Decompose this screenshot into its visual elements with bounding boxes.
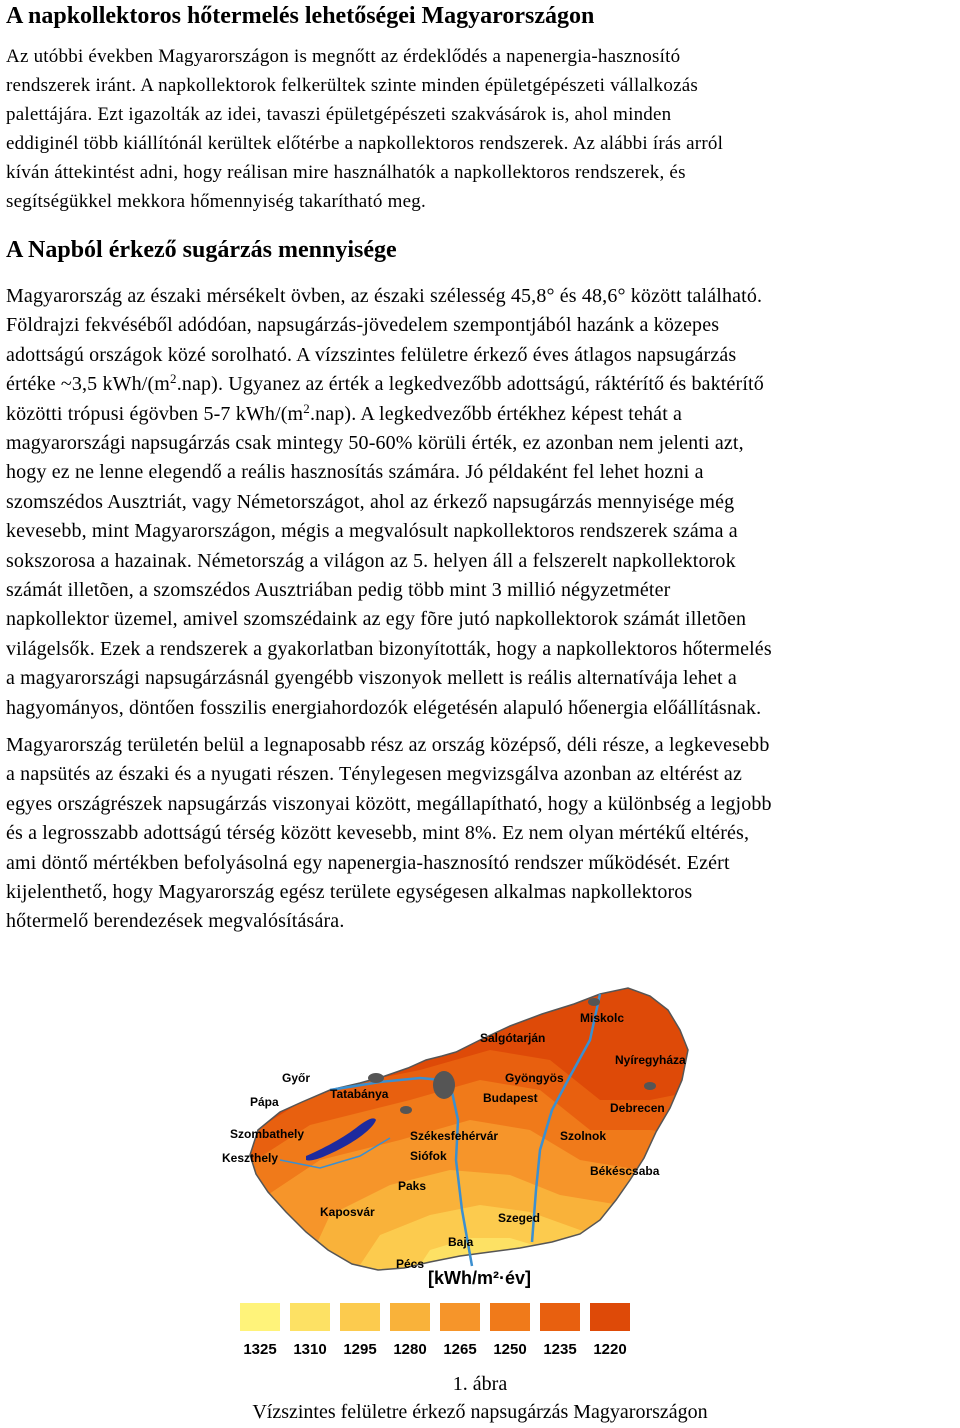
city-label: Salgótarján — [480, 1031, 546, 1045]
text-line: magyarországi napsugárzás csak mintegy 50-60% körüli érték, ez azonban nem jelenti azt, — [6, 432, 744, 455]
text-line: eddiginél több kiállítónál kerültek előtérbe a napkollektoros rendszerek. Az alábbi írás arról — [6, 133, 724, 154]
legend-value: 1295 — [343, 1341, 377, 1358]
legend-value: 1220 — [593, 1341, 627, 1358]
text-line: hőtermelő berendezések megvalósítására. — [6, 910, 345, 933]
text-line: a napsütés az északi és a nyugati részen. Ténylegesen megvizsgálva azonban az eltérést az — [6, 763, 742, 786]
figure-number: 1. ábra — [452, 1373, 508, 1395]
city-label: Paks — [398, 1179, 427, 1193]
legend-value: 1235 — [543, 1341, 577, 1358]
legend-swatch — [490, 1303, 530, 1331]
city-label: Debrecen — [610, 1101, 665, 1115]
text-line: kíván áttekintést adni, hogy reálisan mire használhatók a napkollektoros rendszerek, és — [6, 162, 686, 183]
city-label: Baja — [448, 1235, 474, 1249]
legend-swatch — [390, 1303, 430, 1331]
city-label: Győr — [282, 1071, 311, 1085]
superscript: 2 — [303, 400, 310, 416]
legend-swatch — [240, 1303, 280, 1331]
text-line: Magyarország az északi mérsékelt övben, az északi szélesség 45,8° és 48,6° között található. — [6, 285, 763, 307]
map-legend — [240, 1303, 630, 1358]
text-line: napkollektor üzemel, amivel szomszédaink az egy fõre jutó napkollektorok számát illetõen — [6, 608, 747, 631]
text-line: palettájára. Ezt igazolták az idei, tavaszi épületgépészeti szakvásárok is, ahol minden — [6, 104, 672, 125]
city-label: Pécs — [396, 1257, 425, 1271]
city-label: Budapest — [483, 1091, 538, 1105]
intro-paragraph — [6, 42, 958, 216]
city-area — [400, 1106, 412, 1114]
text-fragment: .nap). Ugyanez az érték a legkedvezőbb adottságú, ráktérítő és baktérítő — [176, 373, 764, 396]
solar-radiation-map — [180, 980, 740, 1370]
city-area — [368, 1073, 384, 1083]
legend-swatch — [540, 1303, 580, 1331]
city-label: Békéscsaba — [590, 1164, 660, 1178]
figure-caption: Vízszintes felületre érkező napsugárzás Magyarországon — [252, 1401, 708, 1423]
city-label: Tatabánya — [330, 1087, 389, 1101]
text-line: Az utóbbi években Magyarországon is megnőtt az érdeklődés a napenergia-hasznosító — [6, 46, 681, 67]
legend-value: 1265 — [443, 1341, 477, 1358]
city-label: Székesfehérvár — [410, 1129, 499, 1143]
section-heading: A Napból érkező sugárzás mennyisége — [6, 237, 397, 263]
city-area — [588, 998, 600, 1006]
city-label: Siófok — [410, 1149, 447, 1163]
city-label: Szeged — [498, 1211, 541, 1225]
text-line: kevesebb, mint Magyarországon, mégis a megvalósult napkollektoros rendszerek száma a — [6, 520, 738, 543]
text-fragment: értéke ~3,5 kWh/(m — [6, 373, 171, 396]
city-label: Kaposvár — [320, 1205, 375, 1219]
legend-swatch — [440, 1303, 480, 1331]
city-label: Nyíregyháza — [615, 1053, 686, 1067]
map-unit-label: [kWh/m²·év] — [428, 1268, 531, 1288]
text-line: rendszerek iránt. A napkollektorok felkerültek szinte minden épületgépészeti vállalkozás — [6, 75, 699, 96]
text-fragment: közötti trópusi égövben 5-7 kWh/(m — [6, 402, 304, 425]
city-label: Szolnok — [560, 1129, 607, 1143]
city-label: Gyöngyös — [505, 1071, 564, 1085]
city-label: Szombathely — [230, 1127, 305, 1141]
text-line: és a legrosszabb adottságú térség között kevesebb, mint 8%. Ez nem olyan mértékű eltérés, — [6, 822, 750, 845]
text-line: hagyományos, döntően fosszilis energiahordozók elégetésén alapuló hőenergia előállításnak. — [6, 696, 762, 719]
legend-value: 1325 — [243, 1341, 277, 1358]
text-line — [6, 400, 958, 429]
text-line: Magyarország területén belül a legnaposabb rész az ország középső, déli része, a legkevesebb — [6, 734, 770, 756]
legend-value: 1280 — [393, 1341, 427, 1358]
text-line: a magyarországi napsugárzásnál gyengébb viszonyok mellett is reális alternatívája lehet a — [6, 667, 737, 690]
text-line — [6, 370, 958, 399]
text-fragment: .nap). A legkedvezőbb értékhez képest tehát a — [309, 402, 683, 425]
city-label: Miskolc — [580, 1011, 625, 1025]
text-line: egyes országrészek napsugárzás viszonyai között, megállapítható, hogy a különbség a legjobb — [6, 792, 772, 815]
text-line: sokszorosa a hazainak. Németország a világon az 5. helyen áll a felszerelt napkollektorok — [6, 549, 736, 572]
conclusion-paragraph — [6, 731, 958, 937]
text-line: segítségükkel mekkora hőmennyiség takarítható meg. — [6, 191, 426, 212]
budapest-area — [433, 1071, 455, 1099]
text-line: kijelenthető, hogy Magyarország egész területe egységesen alkalmas napkollektoros — [6, 881, 693, 904]
document-title: A napkollektoros hőtermelés lehetőségei Magyarországon — [6, 3, 595, 29]
body-paragraph — [6, 282, 958, 723]
text-line: számát illetõen, a szomszédos Ausztriában pedig több mint 3 millió négyzetméter — [6, 579, 671, 602]
city-label: Keszthely — [222, 1151, 279, 1165]
text-line: hogy ez ne lenne elegendő a reális hasznosítás számára. Jó példaként fel lehet hozni a — [6, 461, 704, 484]
text-line: Földrajzi fekvéséből adódóan, napsugárzás-jövedelem szempontjából hazánk a közepes — [6, 314, 720, 337]
text-line: világelsők. Ezek a rendszerek a gyakorlatban bizonyították, hogy a napkollektoros hőtermelés — [6, 637, 772, 660]
legend-value: 1250 — [493, 1341, 527, 1358]
text-line: szomszédos Ausztriát, vagy Németországot, ahol az érkező napsugárzás mennyisége még — [6, 490, 735, 513]
city-area — [644, 1082, 656, 1090]
legend-swatch — [590, 1303, 630, 1331]
legend-swatch — [290, 1303, 330, 1331]
legend-swatch — [340, 1303, 380, 1331]
text-line: adottságú országok közé sorolható. A vízszintes felületre érkező éves átlagos napsugárzás — [6, 343, 737, 366]
text-line: ami döntő mértékben befolyásolná egy napenergia-hasznosító rendszer működését. Ezért — [6, 851, 730, 874]
city-label: Pápa — [250, 1095, 279, 1109]
superscript: 2 — [170, 371, 177, 387]
legend-value: 1310 — [293, 1341, 327, 1358]
